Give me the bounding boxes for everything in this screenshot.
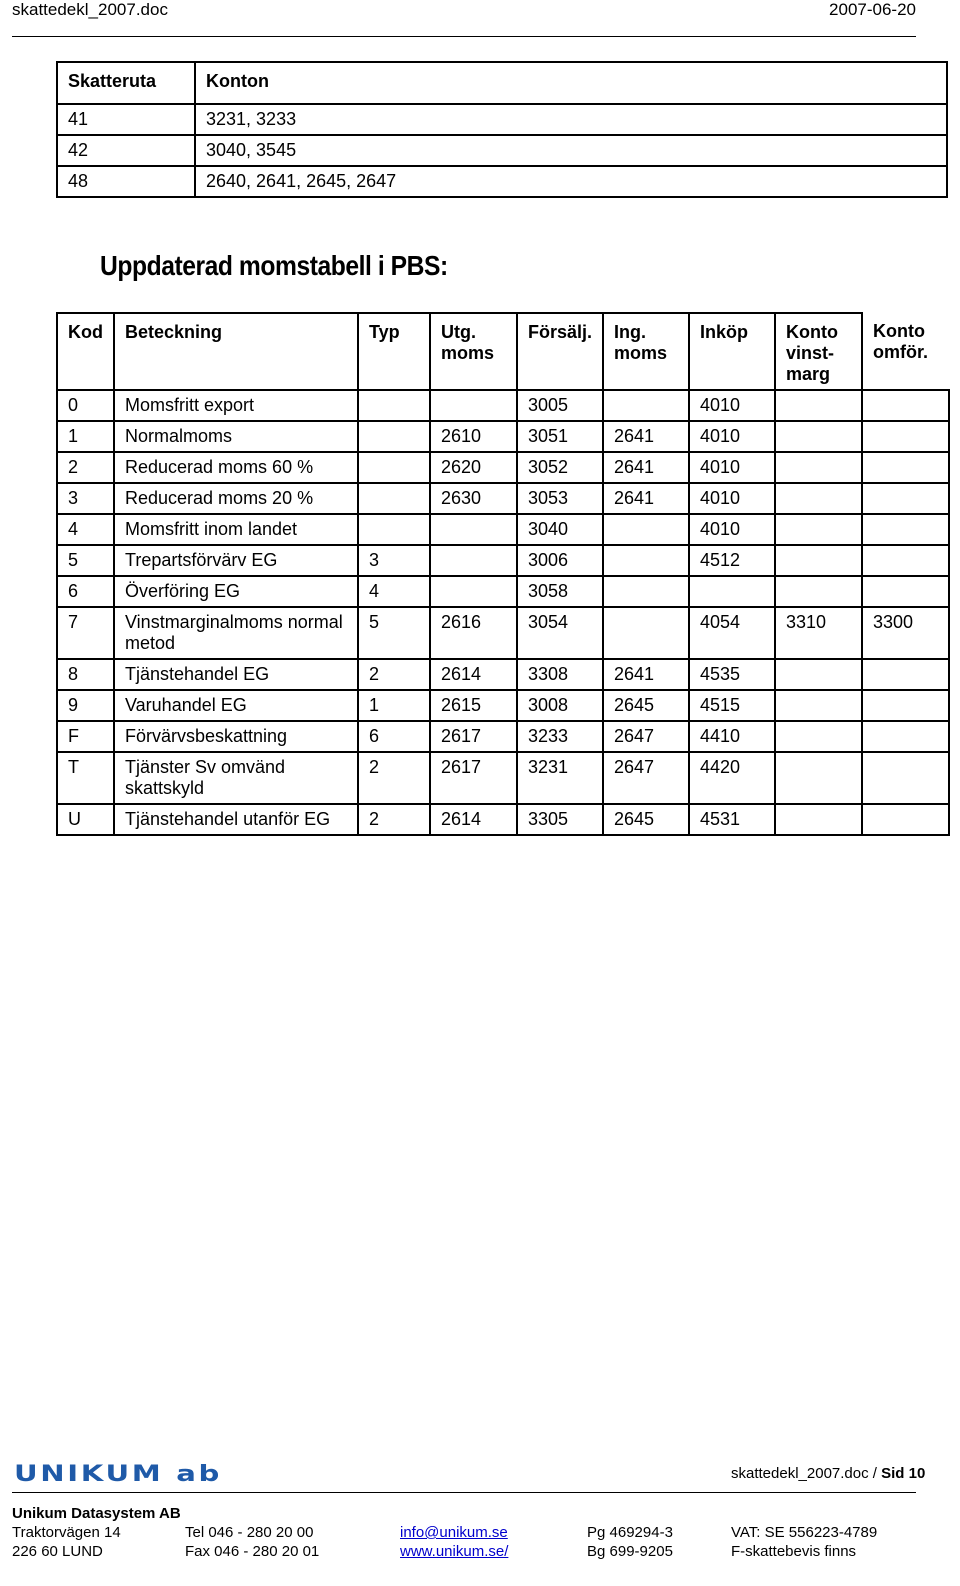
column-header-kod: Kod [57, 313, 114, 390]
forsalj-cell: 3008 [517, 690, 603, 721]
beteckning-cell: Reducerad moms 60 % [114, 452, 358, 483]
typ-cell [358, 514, 430, 545]
table-row [57, 135, 947, 166]
kod-cell: 8 [57, 659, 114, 690]
konto-omfor-cell [862, 752, 949, 804]
utg-moms-cell: 2620 [430, 452, 517, 483]
footer-ftax: F-skattebevis finns [731, 1543, 857, 1560]
utg-moms-cell: 2610 [430, 421, 517, 452]
konton-cell: 2640, 2641, 2645, 2647 [195, 166, 947, 197]
ing-moms-cell: 2645 [603, 804, 689, 835]
utg-moms-cell: 2616 [430, 607, 517, 659]
forsalj-cell: 3054 [517, 607, 603, 659]
forsalj-cell: 3005 [517, 390, 603, 421]
table-row [57, 166, 947, 197]
footer-vat: VAT: SE 556223-4789 [731, 1524, 878, 1541]
konto-vinstmarg-cell [775, 514, 862, 545]
kod-cell: 7 [57, 607, 114, 659]
table-row [57, 421, 949, 452]
beteckning-cell: Tjänstehandel EG [114, 659, 358, 690]
skatteruta-cell: 42 [57, 135, 195, 166]
footer-email-link[interactable]: info@unikum.se [400, 1524, 508, 1541]
section-title: Uppdaterad momstabell i PBS: [100, 250, 448, 281]
ing-moms-cell: 2645 [603, 690, 689, 721]
table-row [57, 390, 949, 421]
konto-omfor-cell [862, 421, 949, 452]
utg-moms-cell [430, 514, 517, 545]
forsalj-cell: 3052 [517, 452, 603, 483]
typ-cell: 3 [358, 545, 430, 576]
footer-address-line1: Traktorvägen 14 [12, 1524, 121, 1541]
typ-cell: 2 [358, 659, 430, 690]
footer-address-line2: 226 60 LUND [12, 1543, 103, 1560]
unikum-logo [14, 1462, 224, 1484]
typ-cell: 2 [358, 752, 430, 804]
table-row [57, 483, 949, 514]
header-date: 2007-06-20 [829, 0, 916, 19]
table-row [57, 452, 949, 483]
inkop-cell: 4512 [689, 545, 775, 576]
column-header-inkop: Inköp [689, 313, 775, 390]
column-header-beteckning: Beteckning [114, 313, 358, 390]
forsalj-cell: 3308 [517, 659, 603, 690]
table-row [57, 607, 949, 659]
konto-vinstmarg-cell [775, 752, 862, 804]
beteckning-cell: Momsfritt inom landet [114, 514, 358, 545]
column-header-konto-vinstmarg: Konto vinst-marg [775, 313, 862, 390]
typ-cell [358, 483, 430, 514]
konton-cell: 3040, 3545 [195, 135, 947, 166]
konto-omfor-cell: 3300 [862, 607, 949, 659]
konto-vinstmarg-cell [775, 659, 862, 690]
kod-cell: 9 [57, 690, 114, 721]
ing-moms-cell: 2641 [603, 452, 689, 483]
footer-page-reference [731, 1465, 925, 1482]
footer-divider [12, 1492, 916, 1493]
inkop-cell: 4535 [689, 659, 775, 690]
kod-cell: 6 [57, 576, 114, 607]
table-row [57, 752, 949, 804]
konto-omfor-cell [862, 452, 949, 483]
ing-moms-cell: 2641 [603, 483, 689, 514]
typ-cell: 1 [358, 690, 430, 721]
inkop-cell: 4010 [689, 421, 775, 452]
table-row [57, 576, 949, 607]
forsalj-cell: 3053 [517, 483, 603, 514]
beteckning-cell: Tjänster Sv omvänd skattskyld [114, 752, 358, 804]
beteckning-cell: Överföring EG [114, 576, 358, 607]
ing-moms-cell [603, 514, 689, 545]
utg-moms-cell: 2617 [430, 721, 517, 752]
konto-vinstmarg-cell [775, 390, 862, 421]
typ-cell: 6 [358, 721, 430, 752]
forsalj-cell: 3305 [517, 804, 603, 835]
konto-vinstmarg-cell [775, 804, 862, 835]
inkop-cell [689, 576, 775, 607]
konto-vinstmarg-cell: 3310 [775, 607, 862, 659]
inkop-cell: 4410 [689, 721, 775, 752]
utg-moms-cell: 2615 [430, 690, 517, 721]
footer-page-sep: / [868, 1465, 882, 1482]
table-row [57, 514, 949, 545]
ing-moms-cell [603, 607, 689, 659]
forsalj-cell: 3231 [517, 752, 603, 804]
utg-moms-cell: 2614 [430, 804, 517, 835]
column-header-skatteruta: Skatteruta [57, 62, 195, 104]
footer-web-link[interactable]: www.unikum.se/ [400, 1543, 509, 1560]
utg-moms-cell: 2614 [430, 659, 517, 690]
footer-bg: Bg 699-9205 [587, 1543, 673, 1560]
column-header-konto-omfor: Konto omför. [862, 313, 949, 390]
table-header-row [57, 62, 947, 104]
utg-moms-cell: 2630 [430, 483, 517, 514]
column-header-forsalj: Försälj. [517, 313, 603, 390]
beteckning-cell: Förvärvsbeskattning [114, 721, 358, 752]
kod-cell: 4 [57, 514, 114, 545]
table-row [57, 545, 949, 576]
beteckning-cell: Tjänstehandel utanför EG [114, 804, 358, 835]
table-row [57, 690, 949, 721]
typ-cell: 4 [358, 576, 430, 607]
header-doc-name: skattedekl_2007.doc [12, 0, 168, 19]
inkop-cell: 4010 [689, 483, 775, 514]
konto-omfor-cell [862, 804, 949, 835]
inkop-cell: 4010 [689, 514, 775, 545]
inkop-cell: 4420 [689, 752, 775, 804]
footer-fax: Fax 046 - 280 20 01 [185, 1543, 320, 1560]
typ-cell: 5 [358, 607, 430, 659]
ing-moms-cell: 2647 [603, 752, 689, 804]
konto-vinstmarg-cell [775, 452, 862, 483]
beteckning-cell: Varuhandel EG [114, 690, 358, 721]
footer-page-doc: skattedekl_2007.doc [731, 1465, 869, 1482]
konto-vinstmarg-cell [775, 545, 862, 576]
konto-omfor-cell [862, 545, 949, 576]
konto-omfor-cell [862, 659, 949, 690]
konton-cell: 3231, 3233 [195, 104, 947, 135]
footer-page-number: Sid 10 [881, 1465, 926, 1482]
table-row [57, 659, 949, 690]
ing-moms-cell: 2647 [603, 721, 689, 752]
ing-moms-cell [603, 545, 689, 576]
footer-tel: Tel 046 - 280 20 00 [185, 1524, 314, 1541]
konto-omfor-cell [862, 514, 949, 545]
konto-omfor-cell [862, 721, 949, 752]
konto-vinstmarg-cell [775, 483, 862, 514]
beteckning-cell: Trepartsförvärv EG [114, 545, 358, 576]
konto-omfor-cell [862, 390, 949, 421]
column-header-typ: Typ [358, 313, 430, 390]
page-header [12, 0, 916, 37]
konto-vinstmarg-cell [775, 690, 862, 721]
forsalj-cell: 3040 [517, 514, 603, 545]
logo-wordmark: UNIKUM ab [14, 1462, 222, 1484]
kod-cell: 0 [57, 390, 114, 421]
ing-moms-cell: 2641 [603, 421, 689, 452]
typ-cell [358, 390, 430, 421]
konto-omfor-cell [862, 690, 949, 721]
beteckning-cell: Reducerad moms 20 % [114, 483, 358, 514]
column-header-utg-moms: Utg. moms [430, 313, 517, 390]
kod-cell: 3 [57, 483, 114, 514]
forsalj-cell: 3006 [517, 545, 603, 576]
forsalj-cell: 3058 [517, 576, 603, 607]
konto-vinstmarg-cell [775, 721, 862, 752]
kod-cell: 1 [57, 421, 114, 452]
konto-omfor-cell [862, 483, 949, 514]
typ-cell [358, 421, 430, 452]
kod-cell: F [57, 721, 114, 752]
forsalj-cell: 3051 [517, 421, 603, 452]
inkop-cell: 4515 [689, 690, 775, 721]
table-row [57, 104, 947, 135]
typ-cell: 2 [358, 804, 430, 835]
inkop-cell: 4010 [689, 452, 775, 483]
skatteruta-cell: 48 [57, 166, 195, 197]
ing-moms-cell [603, 576, 689, 607]
inkop-cell: 4054 [689, 607, 775, 659]
inkop-cell: 4531 [689, 804, 775, 835]
utg-moms-cell [430, 545, 517, 576]
kod-cell: T [57, 752, 114, 804]
utg-moms-cell [430, 576, 517, 607]
ing-moms-cell [603, 390, 689, 421]
footer-company-name: Unikum Datasystem AB [12, 1505, 181, 1522]
forsalj-cell: 3233 [517, 721, 603, 752]
beteckning-cell: Vinstmarginalmoms normal metod [114, 607, 358, 659]
kod-cell: 5 [57, 545, 114, 576]
skatteruta-table [56, 61, 948, 198]
kod-cell: U [57, 804, 114, 835]
konto-vinstmarg-cell [775, 421, 862, 452]
skatteruta-cell: 41 [57, 104, 195, 135]
utg-moms-cell [430, 390, 517, 421]
inkop-cell: 4010 [689, 390, 775, 421]
momstabell-table [56, 312, 950, 836]
table-row [57, 721, 949, 752]
konto-omfor-cell [862, 576, 949, 607]
column-header-konton: Konton [195, 62, 947, 104]
table-row [57, 804, 949, 835]
column-header-ing-moms: Ing. moms [603, 313, 689, 390]
kod-cell: 2 [57, 452, 114, 483]
ing-moms-cell: 2641 [603, 659, 689, 690]
beteckning-cell: Momsfritt export [114, 390, 358, 421]
footer-pg: Pg 469294-3 [587, 1524, 673, 1541]
typ-cell [358, 452, 430, 483]
beteckning-cell: Normalmoms [114, 421, 358, 452]
konto-vinstmarg-cell [775, 576, 862, 607]
utg-moms-cell: 2617 [430, 752, 517, 804]
table-header-row [57, 313, 949, 390]
